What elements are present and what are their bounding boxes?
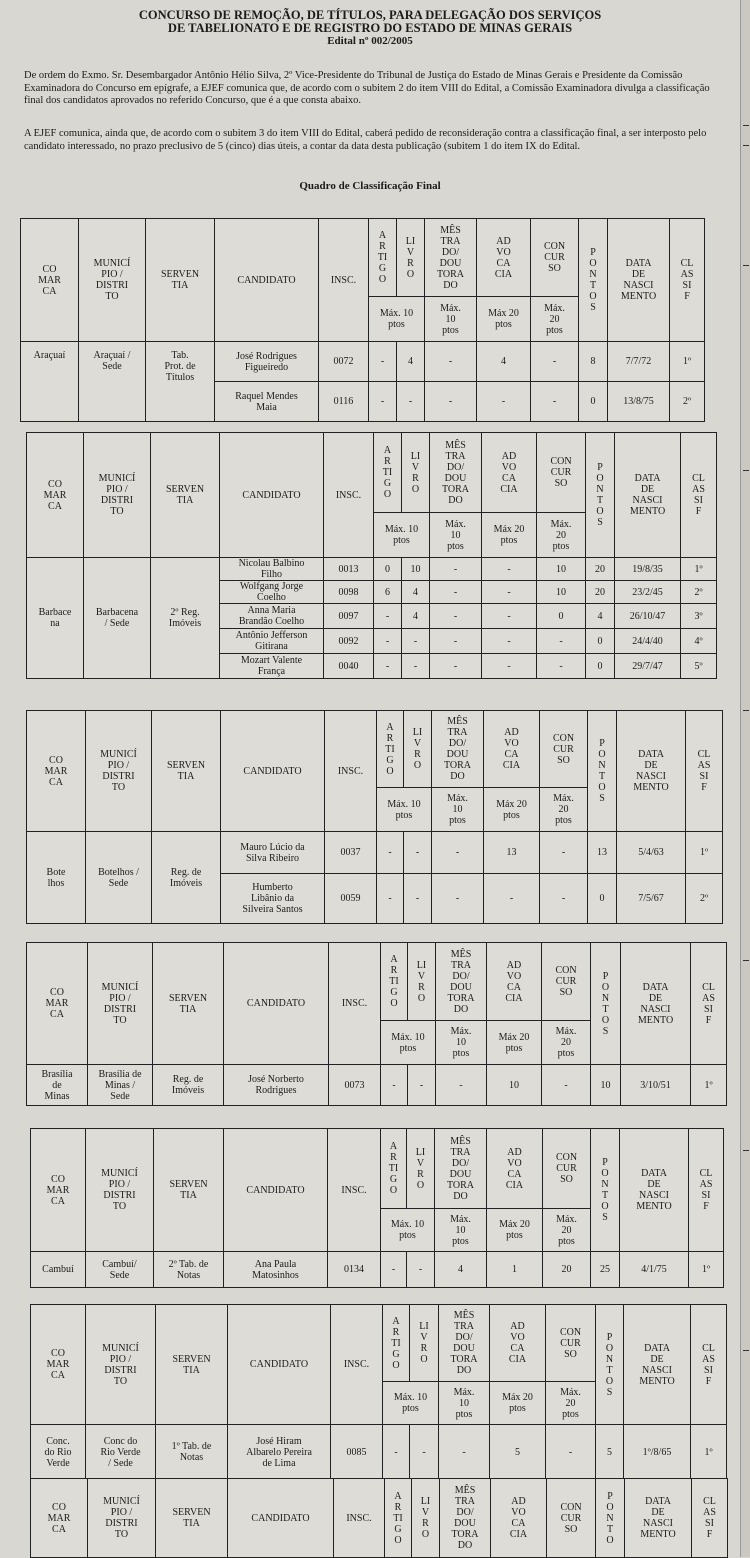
cell-insc: 0098 [324, 581, 374, 604]
header-serventia: SERVEN TIA [156, 1305, 228, 1425]
header-livro: LI V R O [408, 943, 436, 1021]
cell-comarca: Conc. do Rio Verde [31, 1425, 86, 1480]
header-candidato: CANDIDATO [215, 219, 319, 342]
cell-concurso: - [546, 1425, 596, 1480]
header-classif: CL AS SI F [686, 711, 723, 832]
header-concurso: CON CUR SO [547, 1479, 596, 1558]
header-nascimento: DATA DE NASCI MENTO [608, 219, 670, 342]
cell-artigo: - [381, 1065, 408, 1106]
classification-table-6 [30, 1304, 727, 1480]
header-classif: CL AS SI F [681, 433, 717, 558]
header-candidato: CANDIDATO [228, 1305, 331, 1425]
header-pontos: P O N T O S [588, 711, 617, 832]
header-pontos: P O N T O S [591, 943, 621, 1065]
header-mestrado: MÊS TRA DO/ DOU TORA DO [440, 1479, 491, 1558]
cell-artigo: - [383, 1425, 410, 1480]
cell-advocacia: - [477, 382, 531, 422]
cell-artigo: - [381, 1252, 407, 1288]
header-advocacia: AD VO CA CIA [484, 711, 540, 788]
cell-insc: 0073 [329, 1065, 381, 1106]
cell-classif: 2º [686, 874, 723, 924]
cell-artigo: - [369, 342, 397, 382]
cell-insc: 0085 [331, 1425, 383, 1480]
header-pontos: P O N T O [596, 1479, 625, 1558]
cell-classif: 4º [681, 629, 717, 654]
cell-concurso: 10 [537, 558, 586, 581]
cell-pontos: 8 [579, 342, 608, 382]
cell-serventia: Reg. de Imóveis [152, 832, 221, 924]
cell-mestrado: - [432, 874, 484, 924]
table-row [27, 832, 723, 874]
header-concurso: CON CUR SO [546, 1305, 596, 1382]
cell-classif: 1º [691, 1065, 727, 1106]
header-municipio: MUNICÍ PIO / DISTRI TO [86, 1305, 156, 1425]
cell-mestrado: - [436, 1065, 487, 1106]
cell-concurso: - [537, 629, 586, 654]
cell-pontos: 4 [586, 604, 615, 629]
max-concurso: Máx. 20 ptos [542, 1021, 591, 1065]
header-municipio: MUNICÍ PIO / DISTRI TO [79, 219, 146, 342]
cell-candidato: Humberto Libânio da Silveira Santos [221, 874, 325, 924]
classification-table-4 [26, 942, 727, 1106]
edital-number: Edital nº 002/2005 [327, 35, 413, 47]
cell-artigo: - [374, 629, 402, 654]
header-livro: LI V R O [402, 433, 430, 513]
header-classif: CL AS SI F [691, 943, 727, 1065]
cell-livro: - [404, 874, 432, 924]
header-artigo: A R TI G O [369, 219, 397, 297]
header-municipio: MUNICÍ PIO / DISTRI TO [86, 711, 152, 832]
header-serventia: SERVEN TIA [153, 943, 224, 1065]
cell-insc: 0092 [324, 629, 374, 654]
cell-nascimento: 1º/8/65 [624, 1425, 691, 1480]
header-nascimento: DATA DE NASCI MENTO [624, 1305, 691, 1425]
header-comarca: CO MAR CA [21, 219, 79, 342]
cell-livro: - [408, 1065, 436, 1106]
document-title-line1: CONCURSO DE REMOÇÃO, DE TÍTULOS, PARA DELEGAÇÃO DOS SERVIÇOS [138, 8, 602, 22]
cell-pontos: 0 [588, 874, 617, 924]
header-livro: LI V R O [407, 1129, 435, 1209]
header-comarca: CO MAR CA [31, 1129, 86, 1252]
cell-serventia: 2º Reg. Imóveis [151, 558, 220, 679]
max-artigo-livro: Máx. 10 ptos [369, 297, 425, 342]
header-artigo: A R TI G O [381, 1129, 407, 1209]
header-candidato: CANDIDATO [228, 1479, 334, 1558]
classification-table-1 [20, 218, 705, 422]
cell-concurso: 0 [537, 604, 586, 629]
cell-concurso: - [531, 342, 579, 382]
cell-concurso: - [531, 382, 579, 422]
cell-insc: 0040 [324, 654, 374, 679]
cell-comarca: Bote lhos [27, 832, 86, 924]
cell-insc: 0059 [325, 874, 377, 924]
classification-table-3 [26, 710, 723, 924]
cell-mestrado: - [430, 558, 482, 581]
header-insc: INSC. [331, 1305, 383, 1425]
cell-pontos: 13 [588, 832, 617, 874]
classification-table-5 [30, 1128, 724, 1288]
header-advocacia: AD VO CA CIA [490, 1305, 546, 1382]
cell-candidato: Mozart Valente França [220, 654, 324, 679]
cell-pontos: 20 [586, 581, 615, 604]
max-mestrado: Máx. 10 ptos [436, 1021, 487, 1065]
max-artigo-livro: Máx. 10 ptos [377, 788, 432, 832]
header-candidato: CANDIDATO [221, 711, 325, 832]
header-classif: CL AS SI F [691, 1305, 727, 1425]
header-classif: CL AS SI F [670, 219, 705, 342]
cell-nascimento: 29/7/47 [615, 654, 681, 679]
cell-candidato: Mauro Lúcio da Silva Ribeiro [221, 832, 325, 874]
max-artigo-livro: Máx. 10 ptos [383, 1382, 439, 1425]
table-header-row [31, 1305, 727, 1382]
header-pontos: P O N T O S [596, 1305, 624, 1425]
cell-livro: - [407, 1252, 435, 1288]
max-advocacia: Máx 20 ptos [477, 297, 531, 342]
max-concurso: Máx. 20 ptos [546, 1382, 596, 1425]
cell-concurso: - [537, 654, 586, 679]
cell-comarca: Araçuaí [21, 342, 79, 422]
header-comarca: CO MAR CA [27, 711, 86, 832]
header-insc: INSC. [319, 219, 369, 342]
cell-pontos: 20 [586, 558, 615, 581]
cell-concurso: - [540, 874, 588, 924]
header-artigo: A R TI G O [385, 1479, 412, 1558]
cell-advocacia: - [484, 874, 540, 924]
cell-nascimento: 3/10/51 [621, 1065, 691, 1106]
max-artigo-livro: Máx. 10 ptos [381, 1021, 436, 1065]
table-header-row [21, 219, 705, 297]
max-concurso: Máx. 20 ptos [531, 297, 579, 342]
cell-pontos: 0 [586, 629, 615, 654]
header-serventia: SERVEN TIA [156, 1479, 228, 1558]
header-municipio: MUNICÍ PIO / DISTRI TO [84, 433, 151, 558]
cell-municipio: Botelhos / Sede [86, 832, 152, 924]
header-insc: INSC. [325, 711, 377, 832]
cell-pontos: 10 [591, 1065, 621, 1106]
header-insc: INSC. [334, 1479, 385, 1558]
cell-pontos: 5 [596, 1425, 624, 1480]
header-concurso: CON CUR SO [531, 219, 579, 297]
cell-municipio: Araçuaí / Sede [79, 342, 146, 422]
cell-artigo: - [374, 654, 402, 679]
header-concurso: CON CUR SO [540, 711, 588, 788]
cell-advocacia: - [482, 581, 537, 604]
max-advocacia: Máx 20 ptos [482, 513, 537, 558]
cell-classif: 2º [681, 581, 717, 604]
cell-municipio: Brasília de Minas / Sede [88, 1065, 153, 1106]
cell-artigo: - [369, 382, 397, 422]
cell-livro: - [404, 832, 432, 874]
header-serventia: SERVEN TIA [151, 433, 220, 558]
cell-insc: 0134 [328, 1252, 381, 1288]
header-artigo: A R TI G O [383, 1305, 410, 1382]
header-mestrado: MÊS TRA DO/ DOU TORA DO [430, 433, 482, 513]
cell-livro: 4 [397, 342, 425, 382]
max-mestrado: Máx. 10 ptos [430, 513, 482, 558]
header-artigo: A R TI G O [377, 711, 404, 788]
header-livro: LI V R O [412, 1479, 440, 1558]
header-mestrado: MÊS TRA DO/ DOU TORA DO [435, 1129, 487, 1209]
cell-concurso: 20 [543, 1252, 591, 1288]
cell-nascimento: 4/1/75 [620, 1252, 689, 1288]
cell-classif: 1º [691, 1425, 727, 1480]
max-concurso: Máx. 20 ptos [540, 788, 588, 832]
cell-artigo: - [377, 874, 404, 924]
reconsideration-paragraph: A EJEF comunica, ainda que, de acordo com o subitem 3 do item VIII do Edital, caberá pedido de reconsideração contra a classificação final, a ser interposto pelo candidato interessado, no prazo preclusivo de 5 (cinco) dias úteis, a contar da data desta publicação (subitem 1 do item IX do Edital. [24, 128, 707, 152]
header-concurso: CON CUR SO [543, 1129, 591, 1209]
header-advocacia: AD VO CA CIA [477, 219, 531, 297]
cell-candidato: José Hiram Albarelo Pereira de Lima [228, 1425, 331, 1480]
table-row [27, 558, 717, 581]
cell-candidato: Raquel Mendes Maia [215, 382, 319, 422]
header-artigo: A R TI G O [381, 943, 408, 1021]
header-municipio: MUNICÍ PIO / DISTRI TO [88, 943, 153, 1065]
cell-pontos: 0 [586, 654, 615, 679]
cell-livro: - [410, 1425, 439, 1480]
table-header-row [27, 433, 717, 513]
cell-nascimento: 13/8/75 [608, 382, 670, 422]
header-advocacia: AD VO CA CIA [487, 943, 542, 1021]
header-serventia: SERVEN TIA [154, 1129, 224, 1252]
header-candidato: CANDIDATO [224, 1129, 328, 1252]
max-advocacia: Máx 20 ptos [487, 1209, 543, 1252]
cell-pontos: 0 [579, 382, 608, 422]
header-comarca: CO MAR CA [27, 943, 88, 1065]
cell-classif: 1º [689, 1252, 724, 1288]
cell-mestrado: - [432, 832, 484, 874]
cell-pontos: 25 [591, 1252, 620, 1288]
max-artigo-livro: Máx. 10 ptos [374, 513, 430, 558]
cell-serventia: Reg. de Imóveis [153, 1065, 224, 1106]
table-header-row [27, 943, 727, 1021]
cell-comarca: Brasília de Minas [27, 1065, 88, 1106]
max-mestrado: Máx. 10 ptos [432, 788, 484, 832]
cell-candidato: Wolfgang Jorge Coelho [220, 581, 324, 604]
table-row [31, 1425, 727, 1480]
header-nascimento: DATA DE NASCI MENTO [615, 433, 681, 558]
cell-insc: 0097 [324, 604, 374, 629]
adjacent-column-edge [740, 0, 750, 1557]
cell-mestrado: - [425, 342, 477, 382]
table-header-row [31, 1129, 724, 1209]
header-concurso: CON CUR SO [542, 943, 591, 1021]
cell-candidato: Antônio Jefferson Gitirana [220, 629, 324, 654]
cell-nascimento: 26/10/47 [615, 604, 681, 629]
cell-municipio: Conc do Rio Verde / Sede [86, 1425, 156, 1480]
cell-concurso: 10 [537, 581, 586, 604]
cell-classif: 1º [670, 342, 705, 382]
header-classif: CL AS SI F [692, 1479, 728, 1558]
cell-artigo: - [374, 604, 402, 629]
header-advocacia: AD VO CA CIA [482, 433, 537, 513]
cell-advocacia: - [482, 654, 537, 679]
header-advocacia: AD VO CA CIA [491, 1479, 547, 1558]
max-advocacia: Máx 20 ptos [487, 1021, 542, 1065]
cell-livro: - [402, 629, 430, 654]
header-classif: CL AS SI F [689, 1129, 724, 1252]
cell-insc: 0013 [324, 558, 374, 581]
header-pontos: P O N T O S [579, 219, 608, 342]
document-title-line2: DE TABELIONATO E DE REGISTRO DO ESTADO DE MINAS GERAIS [167, 21, 573, 35]
cell-classif: 5º [681, 654, 717, 679]
header-mestrado: MÊS TRA DO/ DOU TORA DO [436, 943, 487, 1021]
header-comarca: CO MAR CA [31, 1479, 88, 1558]
header-livro: LI V R O [397, 219, 425, 297]
table-title: Quadro de Classificação Final [299, 180, 441, 192]
max-artigo-livro: Máx. 10 ptos [381, 1209, 435, 1252]
max-mestrado: Máx. 10 ptos [425, 297, 477, 342]
cell-serventia: Tab. Prot. de Títulos [146, 342, 215, 422]
header-serventia: SERVEN TIA [146, 219, 215, 342]
cell-insc: 0116 [319, 382, 369, 422]
cell-advocacia: - [482, 629, 537, 654]
cell-livro: - [397, 382, 425, 422]
cell-comarca: Barbace na [27, 558, 84, 679]
cell-insc: 0072 [319, 342, 369, 382]
header-comarca: CO MAR CA [27, 433, 84, 558]
cell-advocacia: 13 [484, 832, 540, 874]
cell-candidato: Nicolau Balbino Filho [220, 558, 324, 581]
cell-artigo: 0 [374, 558, 402, 581]
cell-advocacia: 1 [487, 1252, 543, 1288]
table-row [21, 342, 705, 382]
header-mestrado: MÊS TRA DO/ DOU TORA DO [425, 219, 477, 297]
header-comarca: CO MAR CA [31, 1305, 86, 1425]
header-insc: INSC. [329, 943, 381, 1065]
cell-candidato: José Rodrigues Figueiredo [215, 342, 319, 382]
cell-mestrado: - [425, 382, 477, 422]
header-mestrado: MÊS TRA DO/ DOU TORA DO [439, 1305, 490, 1382]
cell-mestrado: - [439, 1425, 490, 1480]
cell-serventia: 1º Tab. de Notas [156, 1425, 228, 1480]
header-insc: INSC. [324, 433, 374, 558]
header-livro: LI V R O [410, 1305, 439, 1382]
max-mestrado: Máx. 10 ptos [439, 1382, 490, 1425]
cell-nascimento: 7/5/67 [617, 874, 686, 924]
header-mestrado: MÊS TRA DO/ DOU TORA DO [432, 711, 484, 788]
header-nascimento: DATA DE NASCI MENTO [617, 711, 686, 832]
header-concurso: CON CUR SO [537, 433, 586, 513]
cell-insc: 0037 [325, 832, 377, 874]
header-artigo: A R TI G O [374, 433, 402, 513]
header-nascimento: DATA DE NASCI MENTO [621, 943, 691, 1065]
cell-nascimento: 19/8/35 [615, 558, 681, 581]
header-nascimento: DATA DE NASCI MENTO [620, 1129, 689, 1252]
cell-nascimento: 24/4/40 [615, 629, 681, 654]
cell-classif: 1º [681, 558, 717, 581]
classification-table-2 [26, 432, 717, 679]
cell-advocacia: 4 [477, 342, 531, 382]
cell-serventia: 2º Tab. de Notas [154, 1252, 224, 1288]
max-advocacia: Máx 20 ptos [484, 788, 540, 832]
header-nascimento: DATA DE NASCI MENTO [625, 1479, 692, 1558]
cell-classif: 1º [686, 832, 723, 874]
cell-candidato: José Norberto Rodrigues [224, 1065, 329, 1106]
header-pontos: P O N T O S [586, 433, 615, 558]
cell-artigo: 6 [374, 581, 402, 604]
cell-candidato: Anna Maria Brandão Coelho [220, 604, 324, 629]
table-header-row [27, 711, 723, 788]
header-candidato: CANDIDATO [220, 433, 324, 558]
header-serventia: SERVEN TIA [152, 711, 221, 832]
cell-candidato: Ana Paula Matosinhos [224, 1252, 328, 1288]
table-row [31, 1252, 724, 1288]
intro-paragraph: De ordem do Exmo. Sr. Desembargador Antônio Hélio Silva, 2º Vice-Presidente do Tribunal de Justiça do Estado de Minas Gerais e Presidente da Comissão Examinadora do Concurso em epígrafe, a EJEF comunica que, de acordo com o subitem 2 do item VIII do Edital, a Comissão Examinadora divulga a classificação final dos candidatos aprovados no referido Concurso, que é a que consta abaixo. [24, 70, 710, 106]
header-municipio: MUNICÍ PIO / DISTRI TO [86, 1129, 154, 1252]
header-livro: LI V R O [404, 711, 432, 788]
cell-livro: 4 [402, 604, 430, 629]
cell-comarca: Cambuí [31, 1252, 86, 1288]
cell-concurso: - [542, 1065, 591, 1106]
cell-advocacia: - [482, 604, 537, 629]
cell-nascimento: 5/4/63 [617, 832, 686, 874]
cell-artigo: - [377, 832, 404, 874]
table-row [27, 1065, 727, 1106]
header-pontos: P O N T O S [591, 1129, 620, 1252]
cell-mestrado: - [430, 581, 482, 604]
cell-municipio: Barbacena / Sede [84, 558, 151, 679]
cell-advocacia: 5 [490, 1425, 546, 1480]
header-insc: INSC. [328, 1129, 381, 1252]
max-concurso: Máx. 20 ptos [543, 1209, 591, 1252]
table-header-row [31, 1479, 728, 1558]
classification-table-7 [30, 1478, 728, 1558]
cell-advocacia: 10 [487, 1065, 542, 1106]
header-advocacia: AD VO CA CIA [487, 1129, 543, 1209]
cell-municipio: Cambuí/ Sede [86, 1252, 154, 1288]
cell-nascimento: 7/7/72 [608, 342, 670, 382]
cell-livro: 4 [402, 581, 430, 604]
header-candidato: CANDIDATO [224, 943, 329, 1065]
cell-classif: 3º [681, 604, 717, 629]
cell-concurso: - [540, 832, 588, 874]
max-concurso: Máx. 20 ptos [537, 513, 586, 558]
cell-nascimento: 23/2/45 [615, 581, 681, 604]
cell-mestrado: 4 [435, 1252, 487, 1288]
cell-mestrado: - [430, 604, 482, 629]
max-advocacia: Máx 20 ptos [490, 1382, 546, 1425]
header-municipio: MUNICÍ PIO / DISTRI TO [88, 1479, 156, 1558]
cell-classif: 2º [670, 382, 705, 422]
cell-livro: 10 [402, 558, 430, 581]
cell-advocacia: - [482, 558, 537, 581]
cell-mestrado: - [430, 629, 482, 654]
max-mestrado: Máx. 10 ptos [435, 1209, 487, 1252]
cell-mestrado: - [430, 654, 482, 679]
cell-livro: - [402, 654, 430, 679]
